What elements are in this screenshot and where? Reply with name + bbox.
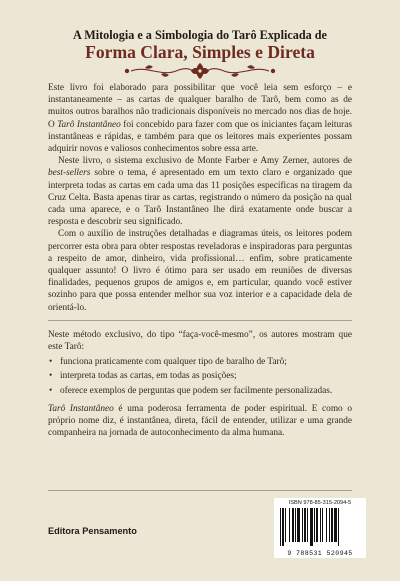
barcode-bar (285, 508, 286, 542)
italic-term: best-sellers (48, 168, 91, 179)
paragraph-instructions: Com o auxílio de instruções detalhadas e diagramas úteis, os leitores podem percorrer esta obra para obter respostas reveladoras e inspiradoras para perguntas a respeito de amor, dinheiro, vida profissional… enfim, sobre praticamente qualquer assunto! O livro é ótimo para ser usado em reuniões de diversas finalidades, pequenos grupos de amigos e, em particular, quando você estiver sozinho para que possa entender melhor sua voz interior e a capacidade dela de orientá-lo. (48, 229, 352, 313)
paragraph-closing (48, 403, 352, 440)
barcode-bar (314, 508, 315, 542)
barcode-bar (329, 508, 330, 542)
list-item (48, 370, 352, 382)
barcode-bar (326, 508, 327, 542)
list-item-text: funciona praticamente com qualquer tipo de baralho de Tarô; (60, 357, 287, 368)
barcode-bar (292, 508, 294, 542)
barcode-bar (295, 508, 296, 542)
barcode-bar (331, 508, 333, 542)
book-title-italic: Tarô Instantâneo (57, 119, 121, 130)
cover-title: Forma Clara, Simples e Direta (85, 42, 315, 62)
barcode-bars-icon (280, 508, 360, 546)
back-cover-text (48, 82, 352, 439)
feature-list (48, 356, 352, 397)
floral-ornament-icon (121, 62, 279, 80)
list-item-text: interpreta todas as cartas, em todas as posições; (60, 371, 237, 382)
barcode-bar (282, 508, 284, 546)
barcode-number: 9 788531 520945 (287, 550, 353, 557)
text-span: Este livro foi elaborado para possibilitar que você leia sem esforço – e instantaneamente – as cartas de qualquer baralho de Tarô, bem como as de muitos outros baralhos não tradicionais disponíveis no mercado nos dias de hoje. O (48, 83, 352, 130)
text-span: foi concebido para fazer com que os iniciantes façam leituras instantâneas e rápidas, e também para que os leitores mais experientes possam adquirir novos e valiosos conhecimentos sobre essa arte. (48, 119, 352, 155)
divider (48, 320, 352, 321)
list-item (48, 385, 352, 397)
bullet-icon: • (49, 385, 53, 396)
barcode-bar (322, 508, 323, 542)
barcode-bar (307, 508, 308, 542)
book-title-italic: Tarô Instantâneo (48, 403, 114, 414)
barcode (274, 498, 366, 558)
text-span: é uma poderosa ferramenta de poder espiritual. E como o próprio nome diz, é instantânea, direta, fácil de entender, utilizar e uma grande companheira na jornada de autoconhecimento da alma humana. (48, 403, 352, 439)
bullet-icon: • (49, 371, 53, 382)
barcode-bar (304, 508, 306, 542)
isbn-label: ISBN 978-85-315-2094-5 (288, 500, 352, 506)
list-item-text: oferece exemplos de perguntas que podem ser facilmente personalizadas. (60, 385, 333, 396)
barcode-bar (316, 508, 318, 542)
barcode-bar (310, 508, 313, 546)
paragraph-intro (48, 82, 352, 155)
barcode-bar (302, 508, 303, 542)
paragraph-method: Neste método exclusivo, do tipo “faça-você-mesmo”, os autores mostram que este Tarô: (48, 329, 352, 353)
barcode-bar (338, 508, 339, 546)
barcode-bar (334, 508, 337, 542)
publisher-name: Editora Pensamento (48, 526, 137, 536)
cover-subtitle: A Mitologia e a Simbologia do Tarô Explicada de (73, 28, 327, 42)
text-span: sobre o tema, é apresentado em um texto claro e organizado que interpreta todas as cartas em cada uma das 11 posições específicas na tiragem da Cruz Celta. Basta apenas tirar as cartas, registrando o número da posição na qual cada uma aparece, e o Tarô Instantâneo lhe dirá exatamente onde buscar a resposta e descobrir seu significado. (48, 168, 352, 228)
paragraph-authors (48, 155, 352, 228)
barcode-bar (280, 508, 281, 546)
bullet-icon: • (49, 357, 53, 368)
barcode-bar (297, 508, 300, 542)
barcode-bar (289, 508, 290, 542)
divider (48, 490, 352, 491)
text-span: Neste livro, o sistema exclusivo de Monte Farber e Amy Zerner, autores de (58, 156, 352, 167)
list-item (48, 356, 352, 368)
barcode-bar (320, 508, 321, 542)
